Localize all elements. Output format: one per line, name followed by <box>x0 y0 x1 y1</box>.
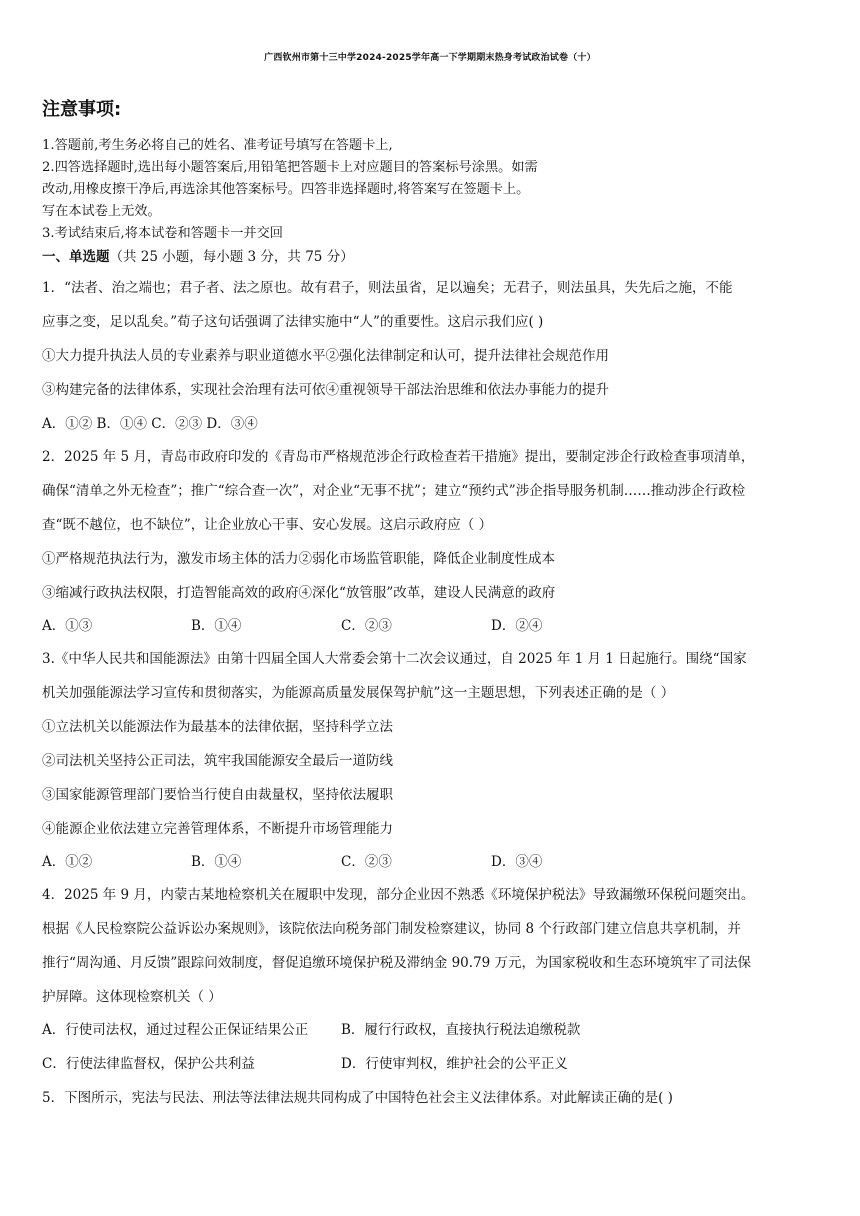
question-2-line: ①严格规范执法行为，激发市场主体的活力②弱化市场监管职能，降低企业制度性成本 <box>42 551 555 567</box>
section-label: 一、单选题 <box>42 249 110 265</box>
notice-heading: 注意事项: <box>42 99 122 120</box>
question-4-option-d: D．行使审判权，维护社会的公平正义 <box>341 1056 568 1072</box>
section-note: （共 25 小题，每小题 3 分，共 75 分） <box>109 249 354 265</box>
question-1-line: 应事之变，足以乱矣。”荀子这句话强调了法律实施中“人”的重要性。这启示我们应( ) <box>42 314 544 330</box>
question-3-line: ④能源企业依法建立完善管理体系，不断提升市场管理能力 <box>42 821 393 837</box>
notice-line: 1.答题前,考生务必将自己的姓名、准考证号填写在答题卡上, <box>42 138 393 153</box>
question-4-option-a: A．行使司法权，通过过程公正保证结果公正 <box>42 1022 309 1038</box>
question-2-line: 2．2025 年 5 月，青岛市政府印发的《青岛市严格规范涉企行政检查若干措施》提出，要制定涉企行政检查事项清单， <box>42 449 755 465</box>
question-2-line: 确保“清单之外无检查”；推广“综合查一次”，对企业“无事不扰”；建立“预约式”涉企指导服务机制……推动涉企行政检 <box>42 483 746 499</box>
question-1-line: ③构建完备的法律体系，实现社会治理有法可依④重视领导干部法治思维和依法办事能力的提升 <box>42 382 609 398</box>
notice-line: 改动,用橡皮擦干净后,再选涂其他答案标号。四答非选择题时,将答案写在签题卡上。 <box>42 182 530 197</box>
question-1-options: A．①② B．①④ C．②③ D．③④ <box>42 416 258 432</box>
question-4-line: 推行“周沟通、月反馈”跟踪问效制度，督促追缴环境保护税及滞纳金 90.79 万元，为国家税收和生态环境筑牢了司法保 <box>42 955 752 971</box>
question-3-option-c: C．②③ <box>341 854 392 870</box>
question-3-line: ②司法机关坚持公正司法，筑牢我国能源安全最后一道防线 <box>42 753 393 769</box>
question-3-option-b: B．①④ <box>191 854 242 870</box>
question-4-option-c: C．行使法律监督权，保护公共利益 <box>42 1056 255 1072</box>
notice-line: 2.四答选择题时,选出每小题答案后,用铅笔把答题卡上对应题目的答案标号涂黑。如需 <box>42 160 538 175</box>
question-2-line: 查“既不越位，也不缺位”，让企业放心干事、安心发展。这启示政府应（ ） <box>42 517 493 533</box>
question-4-line: 4．2025 年 9 月，内蒙古某地检察机关在履职中发现，部分企业因不熟悉《环境保护税法》导致漏缴环保税问题突出。 <box>42 887 755 903</box>
notice-line: 写在本试卷上无效。 <box>42 204 161 219</box>
question-2-option-d: D．②④ <box>491 618 543 634</box>
exam-title: 广西钦州市第十三中学2024-2025学年高一下学期期末热身考试政治试卷（十） <box>264 53 596 63</box>
question-1-line: 1．“法者、治之端也；君子者、法之原也。故有君子，则法虽省，足以遍矣；无君子，则法虽具，失先后之施，不能 <box>42 280 733 296</box>
section-header <box>42 245 354 265</box>
question-3-option-d: D．③④ <box>491 854 543 870</box>
question-2-option-b: B．①④ <box>191 618 242 634</box>
question-5-line: 5．下图所示，宪法与民法、刑法等法律法规共同构成了中国特色社会主义法律体系。对此解读正确的是( ) <box>42 1090 673 1106</box>
question-4-line: 护屏障。这体现检察机关（ ） <box>42 989 222 1005</box>
notice-line: 3.考试结束后,将本试卷和答题卡一并交回 <box>42 226 283 241</box>
question-2-line: ③缩减行政执法权限，打造智能高效的政府④深化“放管服”改革，建设人民满意的政府 <box>42 585 556 601</box>
question-3-line: 机关加强能源法学习宣传和贯彻落实，为能源高质量发展保驾护航”这一主题思想，下列表述正确的是（ ） <box>42 685 675 701</box>
question-1-line: ①大力提升执法人员的专业素养与职业道德水平②强化法律制定和认可，提升法律社会规范作用 <box>42 348 609 364</box>
question-3-line: 3.《中华人民共和国能源法》由第十四届全国人大常委会第十二次会议通过，自 2025 年 1 月 1 日起施行。围绕“国家 <box>42 651 747 667</box>
question-3-line: ③国家能源管理部门要恰当行使自由裁量权，坚持依法履职 <box>42 787 393 803</box>
question-4-option-b: B．履行行政权，直接执行税法追缴税款 <box>341 1022 581 1038</box>
question-3-option-a: A．①② <box>42 854 93 870</box>
question-2-option-a: A．①③ <box>42 618 93 634</box>
question-2-option-c: C．②③ <box>341 618 392 634</box>
question-3-line: ①立法机关以能源法作为最基本的法律依据，坚持科学立法 <box>42 719 393 735</box>
question-4-line: 根据《人民检察院公益诉讼办案规则》，该院依法向税务部门制发检察建议，协同 8 个行政部门建立信息共享机制，并 <box>42 921 741 937</box>
